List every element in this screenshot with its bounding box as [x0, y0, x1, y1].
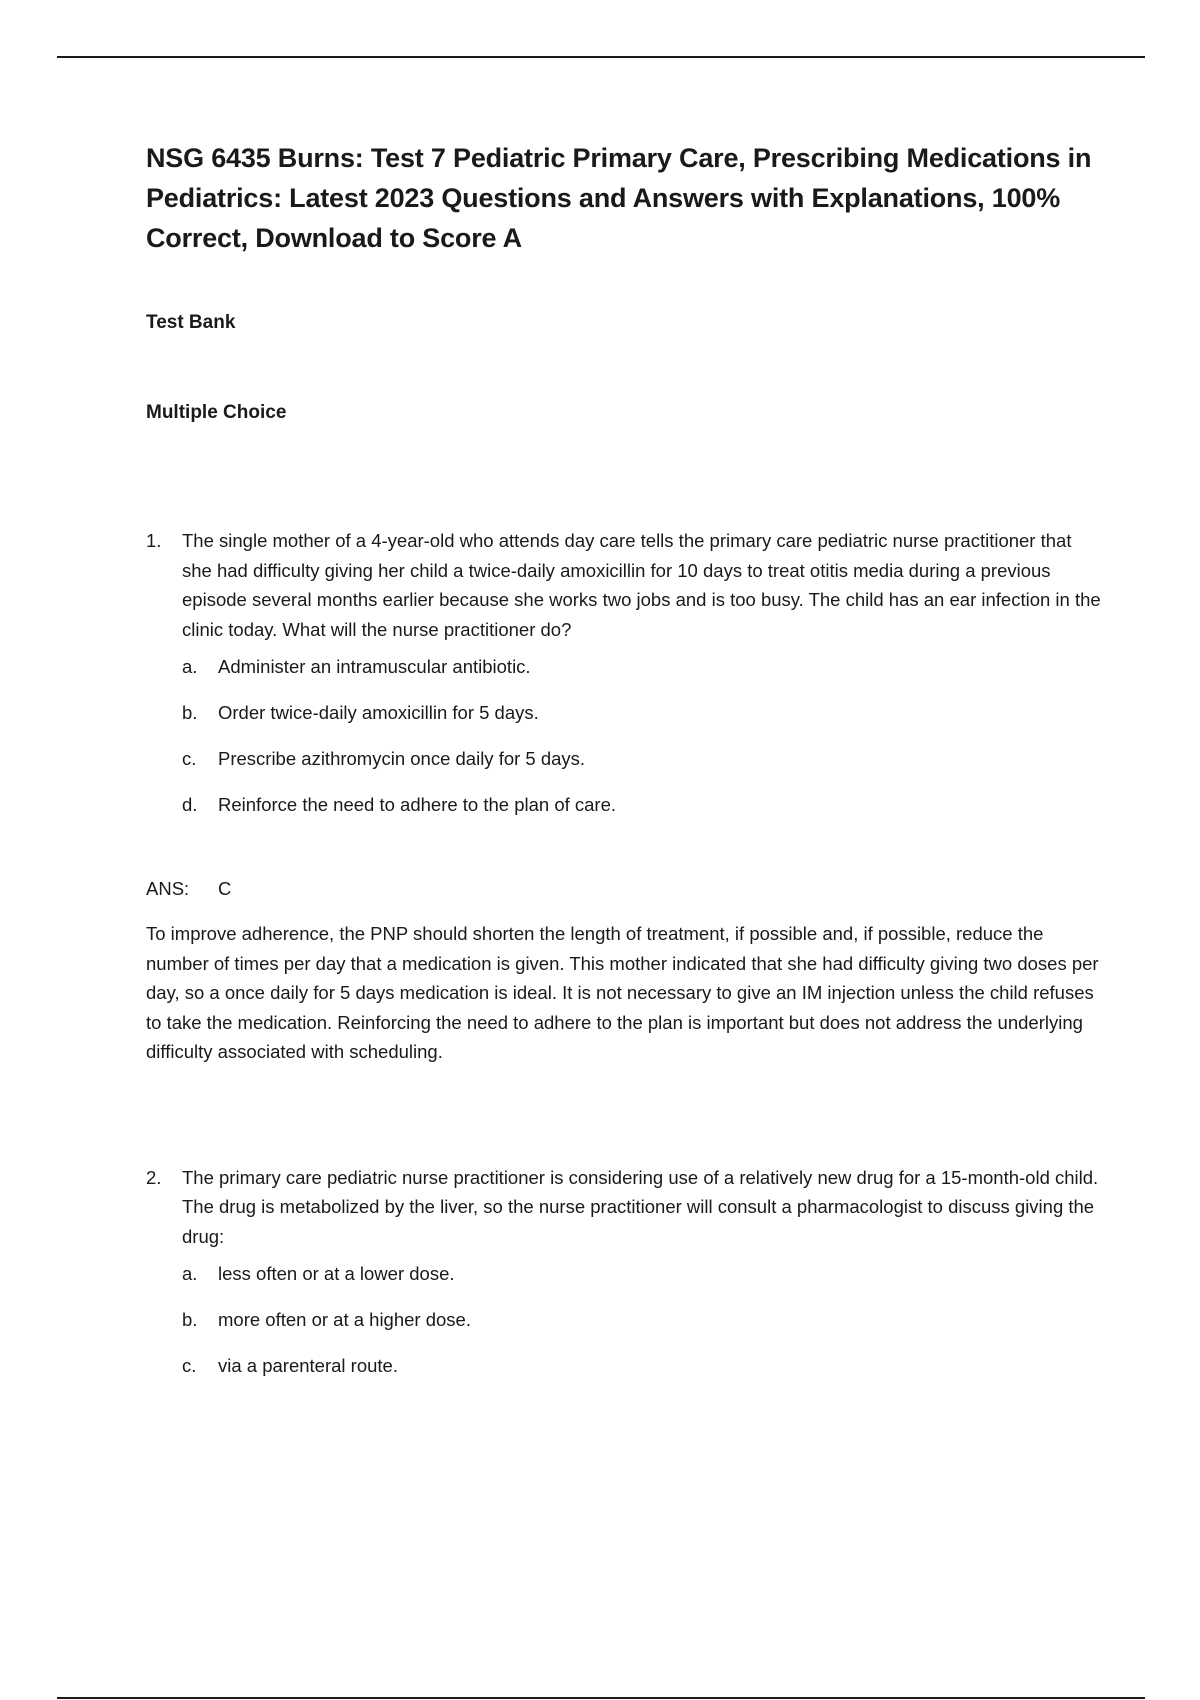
option-text: Reinforce the need to adhere to the plan of care. — [218, 794, 617, 815]
section-label-test-bank: Test Bank — [146, 312, 236, 333]
option-a — [182, 652, 1106, 681]
option-text: less often or at a lower dose. — [218, 1263, 455, 1284]
option-letter: d. — [182, 794, 198, 815]
option-text: Prescribe azithromycin once daily for 5 days. — [218, 748, 586, 769]
section-label-multiple-choice: Multiple Choice — [146, 402, 287, 423]
option-d — [182, 790, 1106, 819]
option-c — [182, 1351, 1106, 1380]
question-stem: The single mother of a 4-year-old who attends day care tells the primary care pediatric nurse practitioner that she had difficulty giving her child a twice-daily amoxicillin for 10 days to treat otitis media during a previous episode several months earlier because she works two jobs and is too busy. The child has an ear infection in the clinic today. What will the nurse practitioner do? — [182, 530, 1101, 640]
option-letter: a. — [182, 1263, 198, 1284]
option-letter: b. — [182, 1309, 198, 1330]
option-letter: c. — [182, 748, 197, 769]
question-1 — [146, 526, 1106, 819]
document-page — [146, 138, 1106, 1397]
option-text: Order twice-daily amoxicillin for 5 days. — [218, 702, 539, 723]
option-b — [182, 1305, 1106, 1334]
option-text: Administer an intramuscular antibiotic. — [218, 656, 531, 677]
answer-key — [146, 875, 1106, 903]
question-number: 2. — [146, 1166, 162, 1188]
document-title: NSG 6435 Burns: Test 7 Pediatric Primary Care, Prescribing Medications in Pediatrics: Latest 2023 Questions and Answers with Explanations, 100% Correct, Download to Score A — [146, 143, 1092, 253]
answer-options — [182, 1259, 1106, 1380]
header-rule — [57, 56, 1145, 58]
footer-rule — [57, 1697, 1145, 1699]
option-letter: c. — [182, 1355, 197, 1376]
option-a — [182, 1259, 1106, 1288]
answer-rationale: To improve adherence, the PNP should shorten the length of treatment, if possible and, if possible, reduce the number of times per day that a medication is given. This mother indicated that she had difficulty giving two doses per day, so a once daily for 5 days medication is ideal. It is not necessary to give an IM injection unless the child refuses to take the medication. Reinforcing the need to adhere to the plan is important but does not address the underlying difficulty associated with scheduling. — [146, 923, 1099, 1062]
question-stem: The primary care pediatric nurse practitioner is considering use of a relatively new drug for a 15-month-old child. The drug is metabolized by the liver, so the nurse practitioner will consult a pharmacologist to discuss giving the drug: — [182, 1166, 1099, 1247]
option-letter: a. — [182, 656, 198, 677]
question-number: 1. — [146, 530, 162, 551]
option-c — [182, 744, 1106, 773]
answer-options — [182, 652, 1106, 819]
option-b — [182, 698, 1106, 727]
answer-label: ANS: — [146, 878, 190, 899]
answer-value: C — [218, 878, 232, 899]
option-text: via a parenteral route. — [218, 1355, 398, 1376]
question-2 — [146, 1163, 1106, 1381]
option-text: more often or at a higher dose. — [218, 1309, 471, 1330]
option-letter: b. — [182, 702, 198, 723]
